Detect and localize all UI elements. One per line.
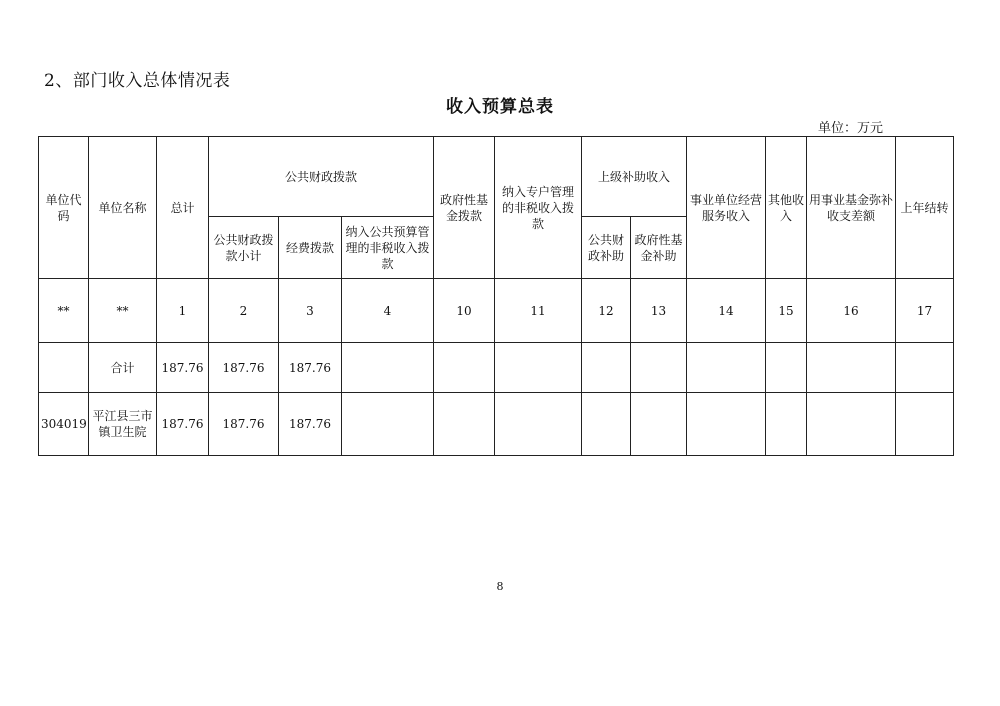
table-cell [582, 393, 631, 456]
index-cell: 17 [896, 279, 954, 343]
unit-label: 单位：万元 [818, 121, 884, 136]
header-unit-code: 单位代码 [39, 137, 89, 279]
unit-name: 平江县三市镇卫生院 [89, 393, 157, 456]
table-cell [807, 343, 896, 393]
index-cell: 2 [209, 279, 279, 343]
table-cell [434, 393, 495, 456]
table-cell [434, 343, 495, 393]
table-cell [687, 343, 766, 393]
header-other-income: 其他收入 [766, 137, 807, 279]
header-special-nontax: 纳入专户管理的非税收入拨款 [495, 137, 582, 279]
header-superior-subsidy: 上级补助收入 [582, 137, 687, 217]
table-cell [766, 393, 807, 456]
table-cell [687, 393, 766, 456]
header-fund-balance: 用事业基金弥补收支差额 [807, 137, 896, 279]
total-row [39, 343, 954, 393]
header-gov-fund: 政府性基金拨款 [434, 137, 495, 279]
table-cell [631, 343, 687, 393]
total-public-finance-subtotal: 187.76 [209, 343, 279, 393]
header-gov-fund-subsidy: 政府性基金补助 [631, 217, 687, 279]
income-budget-table [38, 136, 954, 456]
total-label: 合计 [89, 343, 157, 393]
table-cell [807, 393, 896, 456]
page-number: 8 [496, 580, 504, 593]
index-cell: ** [39, 279, 89, 343]
header-carryover: 上年结转 [896, 137, 954, 279]
index-cell: 16 [807, 279, 896, 343]
index-cell: 11 [495, 279, 582, 343]
unit-public-finance-subtotal: 187.76 [209, 393, 279, 456]
header-public-finance-subsidy: 公共财政补助 [582, 217, 631, 279]
header-public-finance-subtotal: 公共财政拨款小计 [209, 217, 279, 279]
index-cell: 3 [279, 279, 342, 343]
header-funding: 经费拨款 [279, 217, 342, 279]
header-public-finance: 公共财政拨款 [209, 137, 434, 217]
index-cell: 13 [631, 279, 687, 343]
table-cell [342, 343, 434, 393]
table-cell [582, 343, 631, 393]
page-title: 收入预算总表 [446, 97, 554, 117]
unit-row [39, 393, 954, 456]
header-business-income: 事业单位经营服务收入 [687, 137, 766, 279]
table-cell [766, 343, 807, 393]
unit-total: 187.76 [157, 393, 209, 456]
unit-funding: 187.76 [279, 393, 342, 456]
total-value: 187.76 [157, 343, 209, 393]
header-row-1 [39, 137, 954, 217]
total-funding: 187.76 [279, 343, 342, 393]
index-cell: 10 [434, 279, 495, 343]
table-cell [631, 393, 687, 456]
header-public-budget-nontax: 纳入公共预算管理的非税收入拨款 [342, 217, 434, 279]
table-cell [896, 393, 954, 456]
table-cell [39, 343, 89, 393]
index-cell: 12 [582, 279, 631, 343]
index-cell: ** [89, 279, 157, 343]
index-row [39, 279, 954, 343]
header-total: 总计 [157, 137, 209, 279]
index-cell: 1 [157, 279, 209, 343]
header-unit-name: 单位名称 [89, 137, 157, 279]
index-cell: 14 [687, 279, 766, 343]
table-cell [896, 343, 954, 393]
section-heading: 2、部门收入总体情况表 [44, 71, 231, 91]
index-cell: 4 [342, 279, 434, 343]
unit-code: 304019 [39, 393, 89, 456]
table-cell [495, 393, 582, 456]
index-cell: 15 [766, 279, 807, 343]
table-cell [342, 393, 434, 456]
table-cell [495, 343, 582, 393]
